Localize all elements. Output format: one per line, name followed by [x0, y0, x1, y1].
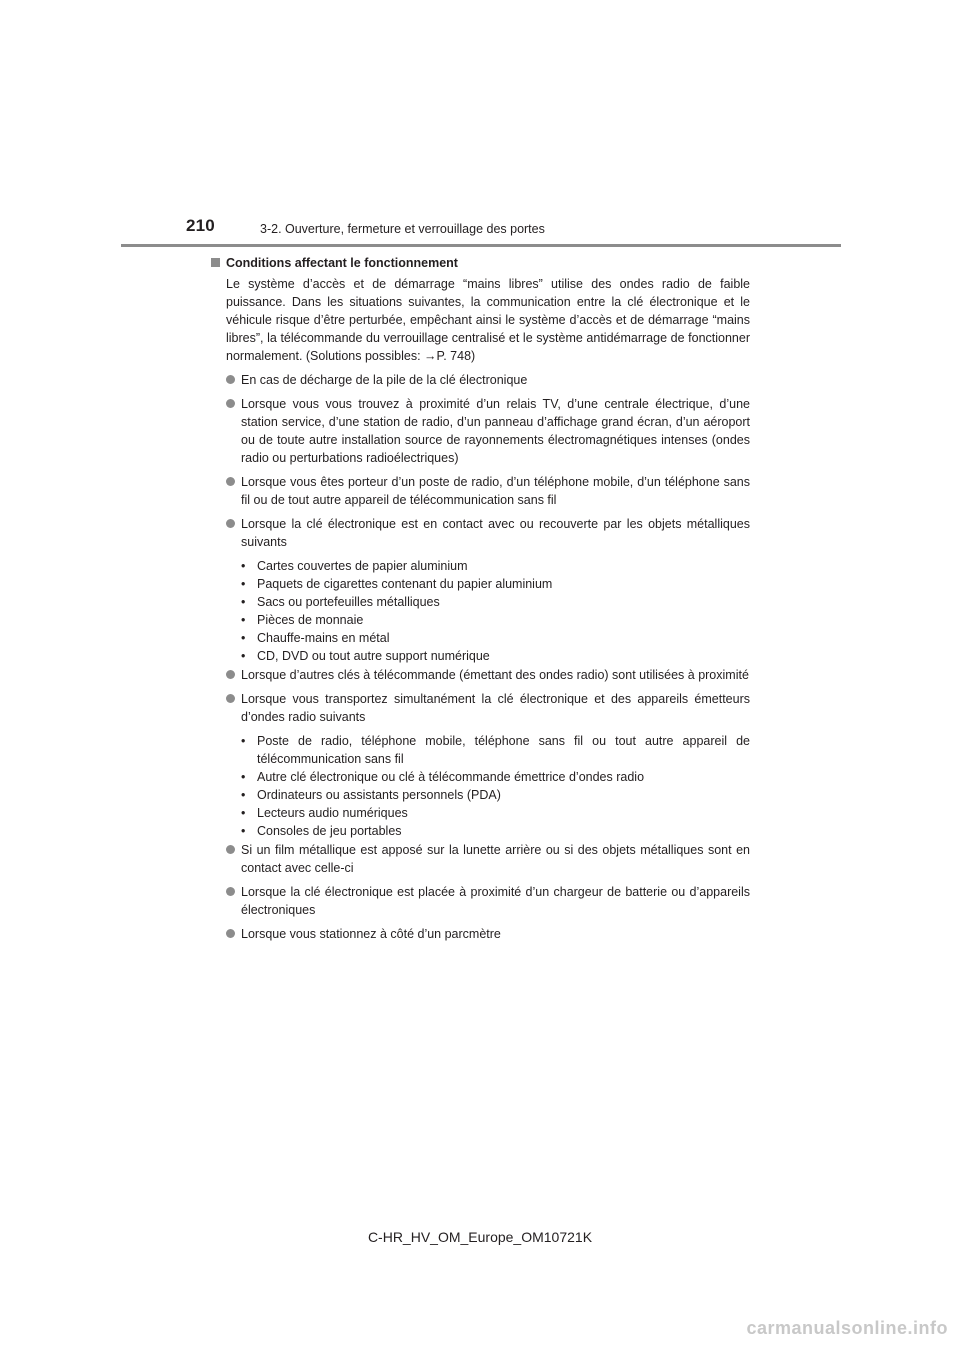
- bullet-item: [210, 666, 750, 684]
- square-bullet-icon: [211, 258, 220, 267]
- circle-bullet-icon: [226, 519, 235, 528]
- bullet-item: [210, 883, 750, 919]
- sub-bullet-marker: •: [241, 595, 246, 609]
- sub-list-item: [241, 768, 750, 786]
- page-content: [210, 254, 750, 943]
- section-heading: [210, 254, 750, 272]
- running-header-title: 3-2. Ouverture, fermeture et verrouillage des portes: [260, 222, 545, 236]
- circle-bullet-icon: [226, 694, 235, 703]
- sub-item-text: Paquets de cigarettes contenant du papier aluminium: [257, 577, 553, 591]
- sub-bullet-marker: •: [241, 770, 246, 784]
- bullet-item: [210, 371, 750, 389]
- sub-item-text: Chauffe-mains en métal: [257, 631, 390, 645]
- bullet-item: [210, 395, 750, 467]
- bullet-text: Lorsque la clé électronique est placée à proximité d’un chargeur de batterie ou d’appareils électroniques: [241, 885, 750, 917]
- sub-item-text: Ordinateurs ou assistants personnels (PDA): [257, 788, 501, 802]
- circle-bullet-icon: [226, 477, 235, 486]
- sub-list-item: [241, 804, 750, 822]
- sub-item-text: Sacs ou portefeuilles métalliques: [257, 595, 440, 609]
- bullet-text: [241, 515, 750, 665]
- sub-item-text: Lecteurs audio numériques: [257, 806, 408, 820]
- bullet-text: Lorsque d’autres clés à télécommande (émettant des ondes radio) sont utilisées à proximité: [241, 668, 749, 682]
- watermark: carmanualsonline.info: [746, 1318, 948, 1338]
- bullet-text: [241, 690, 750, 840]
- sub-bullet-marker: •: [241, 577, 246, 591]
- bullet-item: [210, 515, 750, 665]
- sub-bullet-marker: •: [241, 613, 246, 627]
- circle-bullet-icon: [226, 887, 235, 896]
- sub-list: [213, 557, 750, 665]
- bullet-item: [210, 925, 750, 943]
- section-intro: Le système d’accès et de démarrage “mains libres” utilise des ondes radio de faible puissance. Dans les situations suivantes, la communication entre la clé électronique et le véhicule risque d’être perturbée, empêchant ainsi le système d’accès et de démarrage “mains libres”, la télécommande du verrouillage centralisé et le système antidémarrage de fonctionner normalement. (Solutions possibles: →P. 748): [226, 277, 750, 363]
- sub-bullet-marker: •: [241, 824, 246, 838]
- sub-item-text: Autre clé électronique ou clé à télécommande émettrice d’ondes radio: [257, 770, 645, 784]
- sub-list-item: [241, 575, 750, 593]
- bullet-text-main: Lorsque vous transportez simultanément la clé électronique et des appareils émetteurs d’ondes radio suivants: [241, 692, 750, 724]
- sub-list-item: [241, 593, 750, 611]
- sub-list-item: [241, 557, 750, 575]
- sub-bullet-marker: •: [241, 806, 246, 820]
- sub-list-item: [241, 732, 750, 768]
- circle-bullet-icon: [226, 670, 235, 679]
- bullet-text-main: Lorsque la clé électronique est en contact avec ou recouverte par les objets métalliques suivants: [241, 517, 750, 549]
- bullet-item: [210, 841, 750, 877]
- page-number: 210: [186, 216, 215, 235]
- sub-bullet-marker: •: [241, 631, 246, 645]
- sub-item-text: Pièces de monnaie: [257, 613, 364, 627]
- section-heading-text: Conditions affectant le fonctionnement: [226, 256, 458, 270]
- sub-bullet-marker: •: [241, 559, 246, 573]
- circle-bullet-icon: [226, 399, 235, 408]
- circle-bullet-icon: [226, 845, 235, 854]
- sub-list-item: [241, 786, 750, 804]
- document-code-footer: C-HR_HV_OM_Europe_OM10721K: [367, 1229, 593, 1245]
- circle-bullet-icon: [226, 375, 235, 384]
- bullet-item: [210, 690, 750, 840]
- bullet-text: Si un film métallique est apposé sur la lunette arrière ou si des objets métalliques sont en contact avec celle-ci: [241, 843, 750, 875]
- sub-list-item: [241, 822, 750, 840]
- sub-list: [213, 732, 750, 840]
- sub-item-text: Consoles de jeu portables: [257, 824, 402, 838]
- sub-bullet-marker: •: [241, 734, 246, 748]
- sub-item-text: CD, DVD ou tout autre support numérique: [257, 649, 490, 663]
- bullet-text: Lorsque vous stationnez à côté d’un parcmètre: [241, 927, 501, 941]
- bullet-text: En cas de décharge de la pile de la clé électronique: [241, 373, 528, 387]
- circle-bullet-icon: [226, 929, 235, 938]
- sub-bullet-marker: •: [241, 788, 246, 802]
- sub-list-item: [241, 611, 750, 629]
- sub-item-text: Cartes couvertes de papier aluminium: [257, 559, 468, 573]
- sub-item-text: Poste de radio, téléphone mobile, téléphone sans fil ou tout autre appareil de télécommunication sans fil: [257, 734, 750, 766]
- sub-bullet-marker: •: [241, 649, 246, 663]
- header-divider: [121, 244, 841, 247]
- bullet-text: Lorsque vous vous trouvez à proximité d’un relais TV, d’une centrale électrique, d’une station service, d’une station de radio, d’un panneau d’affichage grand écran, d’un aéroport ou de toute autre installation source de rayonnements électromagnétiques intenses (ondes radio ou perturbations radioélectriques): [241, 397, 750, 465]
- sub-list-item: [241, 629, 750, 647]
- sub-list-item: [241, 647, 750, 665]
- bullet-item: [210, 473, 750, 509]
- bullet-text: Lorsque vous êtes porteur d’un poste de radio, d’un téléphone mobile, d’un téléphone sans fil ou de tout autre appareil de télécommunication sans fil: [241, 475, 750, 507]
